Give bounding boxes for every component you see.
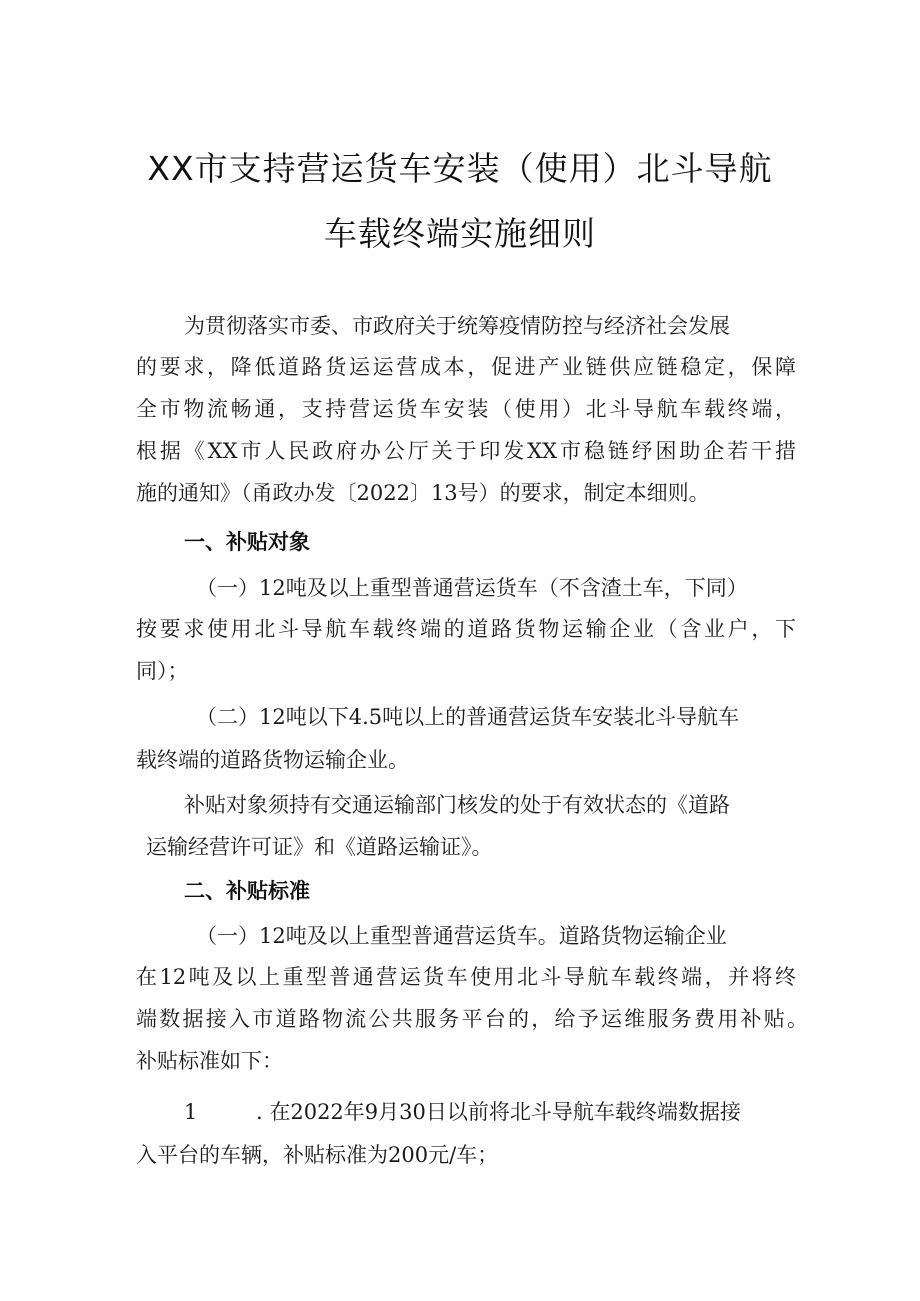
section2-sub1-line-2: 入平台的车辆，补贴标准为200元/车； bbox=[136, 1143, 499, 1167]
section2-item1-line-2: 在12吨及以上重型普通营运货车使用北斗导航车载终端，并将终 bbox=[136, 965, 796, 989]
document-title-line-2: 车载终端实施细则 bbox=[324, 214, 596, 253]
section1-item2-line-1: （二）12吨以下4.5吨以上的普通营运货车安装北斗导航车 bbox=[196, 705, 740, 729]
document-title-line-1: XX市支持营运货车安装（使用）北斗导航 bbox=[147, 149, 773, 188]
section2-sub1-line-1: . 在2022年9月30日以前将北斗导航车载终端数据接 bbox=[256, 1100, 741, 1124]
section1-item1-line-1: （一）12吨及以上重型普通营运货车（不含渣土车，下同） bbox=[196, 576, 748, 600]
section1-item1-line-2: 按要求使用北斗导航车载终端的道路货物运输企业（含业户，下 bbox=[136, 617, 796, 641]
intro-line-3: 全市物流畅通，支持营运货车安装（使用）北斗导航车载终端， bbox=[136, 397, 796, 421]
section1-note-line-2: 运输经营许可证》和《道路运输证》。 bbox=[146, 835, 493, 859]
section2-item1-line-4: 补贴标准如下： bbox=[136, 1049, 283, 1073]
section2-sub1-number: 1 bbox=[184, 1100, 198, 1124]
section2-item1-line-3: 端数据接入市道路物流公共服务平台的，给予运维服务费用补贴。 bbox=[136, 1007, 808, 1031]
section1-item1-line-3: 同）； bbox=[136, 659, 189, 683]
intro-line-2: 的要求，降低道路货运运营成本，促进产业链供应链稳定，保障 bbox=[136, 355, 796, 379]
section2-item1-line-1: （一）12吨及以上重型普通营运货车。道路货物运输企业 bbox=[196, 924, 727, 948]
intro-line-4: 根据《XX市人民政府办公厅关于印发XX市稳链纾困助企若干措 bbox=[136, 439, 796, 463]
intro-line-5: 施的通知》（甬政办发〔2022〕13号）的要求，制定本细则。 bbox=[136, 481, 710, 505]
section1-note-line-1: 补贴对象须持有交通运输部门核发的处于有效状态的《道路 bbox=[184, 793, 730, 817]
section-heading-subsidy-standard: 二、补贴标准 bbox=[184, 879, 310, 903]
intro-line-1: 为贯彻落实市委、市政府关于统筹疫情防控与经济社会发展 bbox=[184, 314, 730, 338]
section1-item2-line-2: 载终端的道路货物运输企业。 bbox=[136, 748, 409, 772]
section-heading-subsidy-target: 一、补贴对象 bbox=[184, 530, 310, 554]
